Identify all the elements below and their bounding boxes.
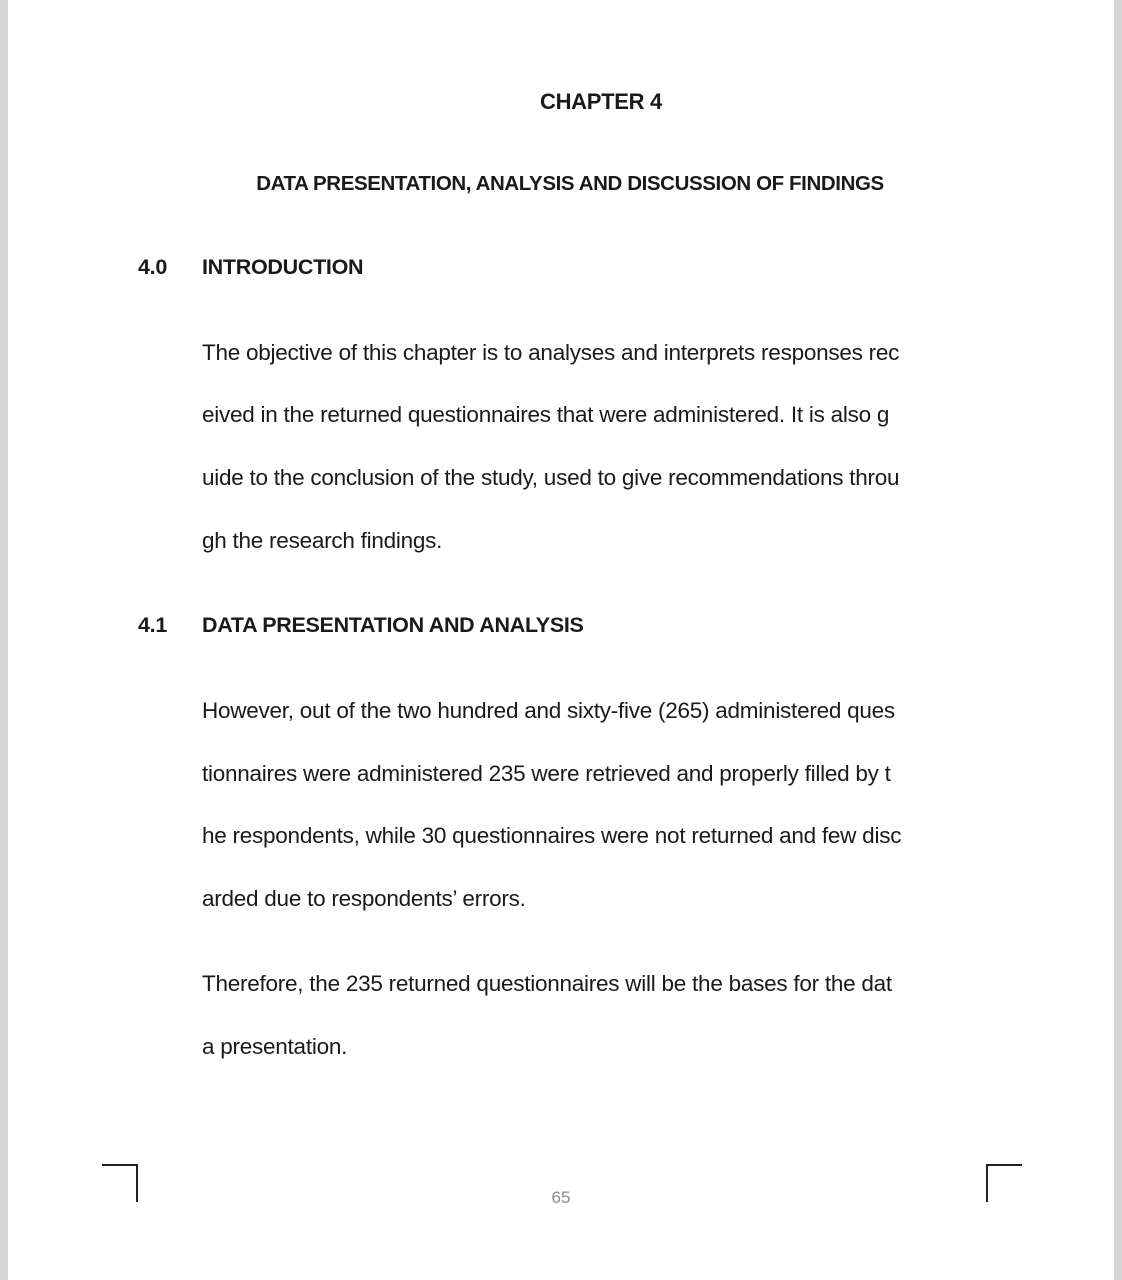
page-number: 65 (551, 1188, 571, 1207)
paragraph-line: uide to the conclusion of the study, used to give recommendations throu (202, 465, 900, 490)
chapter-title: CHAPTER 4 (540, 89, 662, 114)
paragraph-line: a presentation. (202, 1034, 348, 1059)
section-title: DATA PRESENTATION AND ANALYSIS (202, 613, 584, 637)
paragraph-line: Therefore, the 235 returned questionnaires will be the bases for the dat (202, 971, 892, 996)
paragraph-line: However, out of the two hundred and sixty-five (265) administered ques (202, 698, 895, 723)
paragraph-line: eived in the returned questionnaires that were administered. It is also g (202, 402, 890, 427)
section-number: 4.1 (138, 613, 167, 637)
paragraph-line: The objective of this chapter is to analyses and interprets responses rec (202, 340, 900, 365)
paragraph-line: he respondents, while 30 questionnaires were not returned and few disc (202, 823, 902, 848)
section-heading-introduction (138, 255, 363, 280)
section-title: INTRODUCTION (202, 255, 364, 279)
paragraph-line: gh the research findings. (202, 528, 443, 553)
section-number: 4.0 (138, 255, 167, 279)
paragraph-line: tionnaires were administered 235 were retrieved and properly filled by t (202, 761, 891, 786)
document-page (8, 0, 1114, 1280)
chapter-subtitle: DATA PRESENTATION, ANALYSIS AND DISCUSSION OF FINDINGS (256, 172, 884, 195)
section-heading-data-presentation (138, 613, 584, 638)
paragraph-line: arded due to respondents’ errors. (202, 886, 526, 911)
